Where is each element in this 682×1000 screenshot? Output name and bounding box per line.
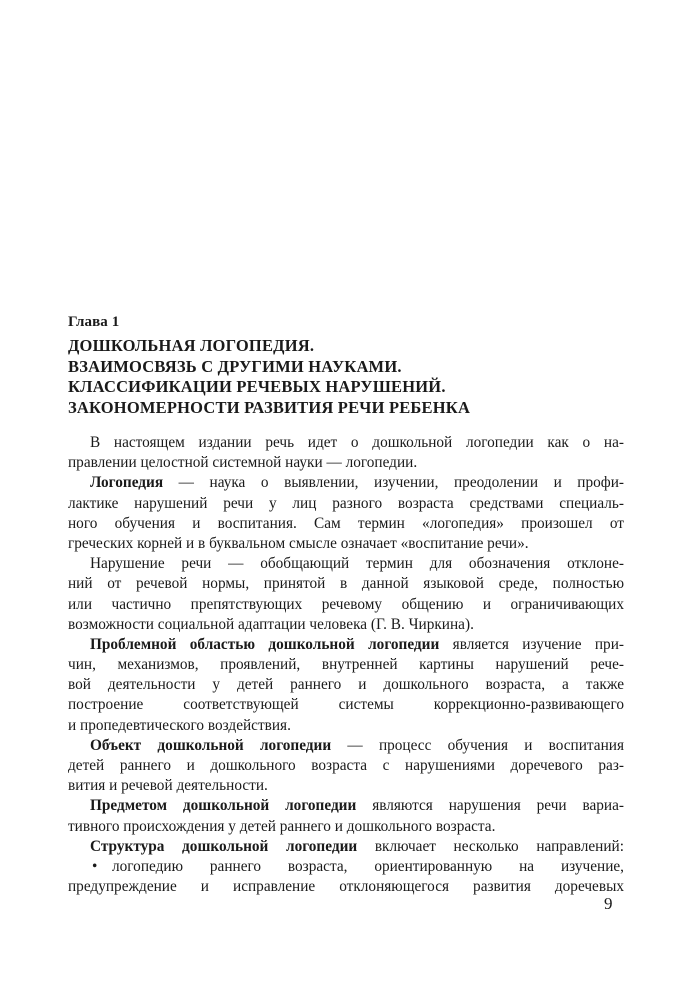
term-bold: Предметом дошкольной логопедии (90, 797, 357, 815)
text-line: тивного происхождения у детей раннего и дошкольного возраста. (68, 817, 496, 835)
text-line: предупреждение и исправление отклоняющегося развития доречевых (68, 878, 624, 896)
text-line: лактике нарушений речи у лиц разного возраста средствами специаль- (68, 494, 624, 512)
paragraph-structure (68, 837, 624, 857)
text-line: греческих корней и в буквальном смысле означает «воспитание речи». (68, 534, 529, 552)
text-line (68, 837, 624, 857)
text-line (68, 473, 624, 493)
text-line: чин, механизмов, проявлений, внутренней картины нарушений рече- (68, 656, 624, 674)
text-line: построение соответствующей системы коррекционно-развивающего (68, 696, 624, 714)
text-fragment: — процесс обучения и воспитания (331, 736, 624, 754)
text-fragment: логопедию раннего возраста, ориентированную на изучение, (112, 857, 624, 875)
paragraph-speech-disorder (68, 554, 624, 635)
text-line: детей раннего и дошкольного возраста с нарушениями доречевого раз- (68, 757, 624, 774)
bullet-item (68, 857, 624, 897)
chapter-title-line: ЗАКОНОМЕРНОСТИ РАЗВИТИЯ РЕЧИ РЕБЕНКА (68, 397, 471, 417)
text-line: правлении целостной системной науки — логопедии. (68, 454, 418, 472)
text-line: вития и речевой деятельности. (68, 777, 268, 795)
bullet-icon: • (92, 857, 98, 875)
term-bold: Логопедия (90, 474, 164, 492)
chapter-title (68, 336, 470, 418)
text-line (68, 796, 624, 816)
term-bold: Объект дошкольной логопедии (90, 736, 332, 754)
text-line: ного обучения и воспитания. Сам термин «логопедия» произошел от (68, 514, 624, 532)
chapter-title-line: КЛАССИФИКАЦИИ РЕЧЕВЫХ НАРУШЕНИЙ. (68, 377, 446, 396)
text-line: вой деятельности у детей раннего и дошкольного возраста, а также (68, 676, 624, 694)
page-number: 9 (604, 894, 613, 913)
paragraph-object (68, 736, 624, 797)
text-line (68, 635, 624, 655)
paragraph-subject (68, 796, 624, 836)
term-bold: Структура дошкольной логопедии (90, 837, 358, 855)
paragraph-logopedics-definition (68, 473, 624, 554)
term-bold: Проблемной областью дошкольной логопедии (90, 635, 440, 653)
text-fragment: — наука о выявлении, изучении, преодолении и профи- (163, 474, 624, 492)
text-line: и пропедевтического воздействия. (68, 716, 291, 734)
text-fragment: является изучение при- (439, 635, 624, 653)
text-line: или частично препятствующих речевому общению и ограничивающих (68, 595, 624, 613)
text-line: ний от речевой нормы, принятой в данной языковой среде, полностью (68, 575, 624, 593)
text-line: Нарушение речи — обобщающий термин для обозначения отклоне- (90, 555, 624, 573)
text-line (68, 736, 624, 756)
chapter-title-line: ДОШКОЛЬНАЯ ЛОГОПЕДИЯ. (68, 336, 315, 355)
text-line: возможности социальной адаптации человека (Г. В. Чиркина). (68, 615, 474, 633)
paragraph-problem-area (68, 635, 624, 736)
text-line: В настоящем издании речь идет о дошкольной логопедии как о на- (90, 434, 624, 451)
text-fragment: являются нарушения речи вариа- (356, 797, 624, 815)
text-line (68, 857, 624, 877)
paragraph-intro (68, 433, 624, 473)
body-text (68, 433, 624, 897)
chapter-title-line: ВЗАИМОСВЯЗЬ С ДРУГИМИ НАУКАМИ. (68, 356, 402, 376)
text-fragment: включает несколько направлений: (357, 837, 624, 855)
chapter-label: Глава 1 (68, 314, 120, 330)
